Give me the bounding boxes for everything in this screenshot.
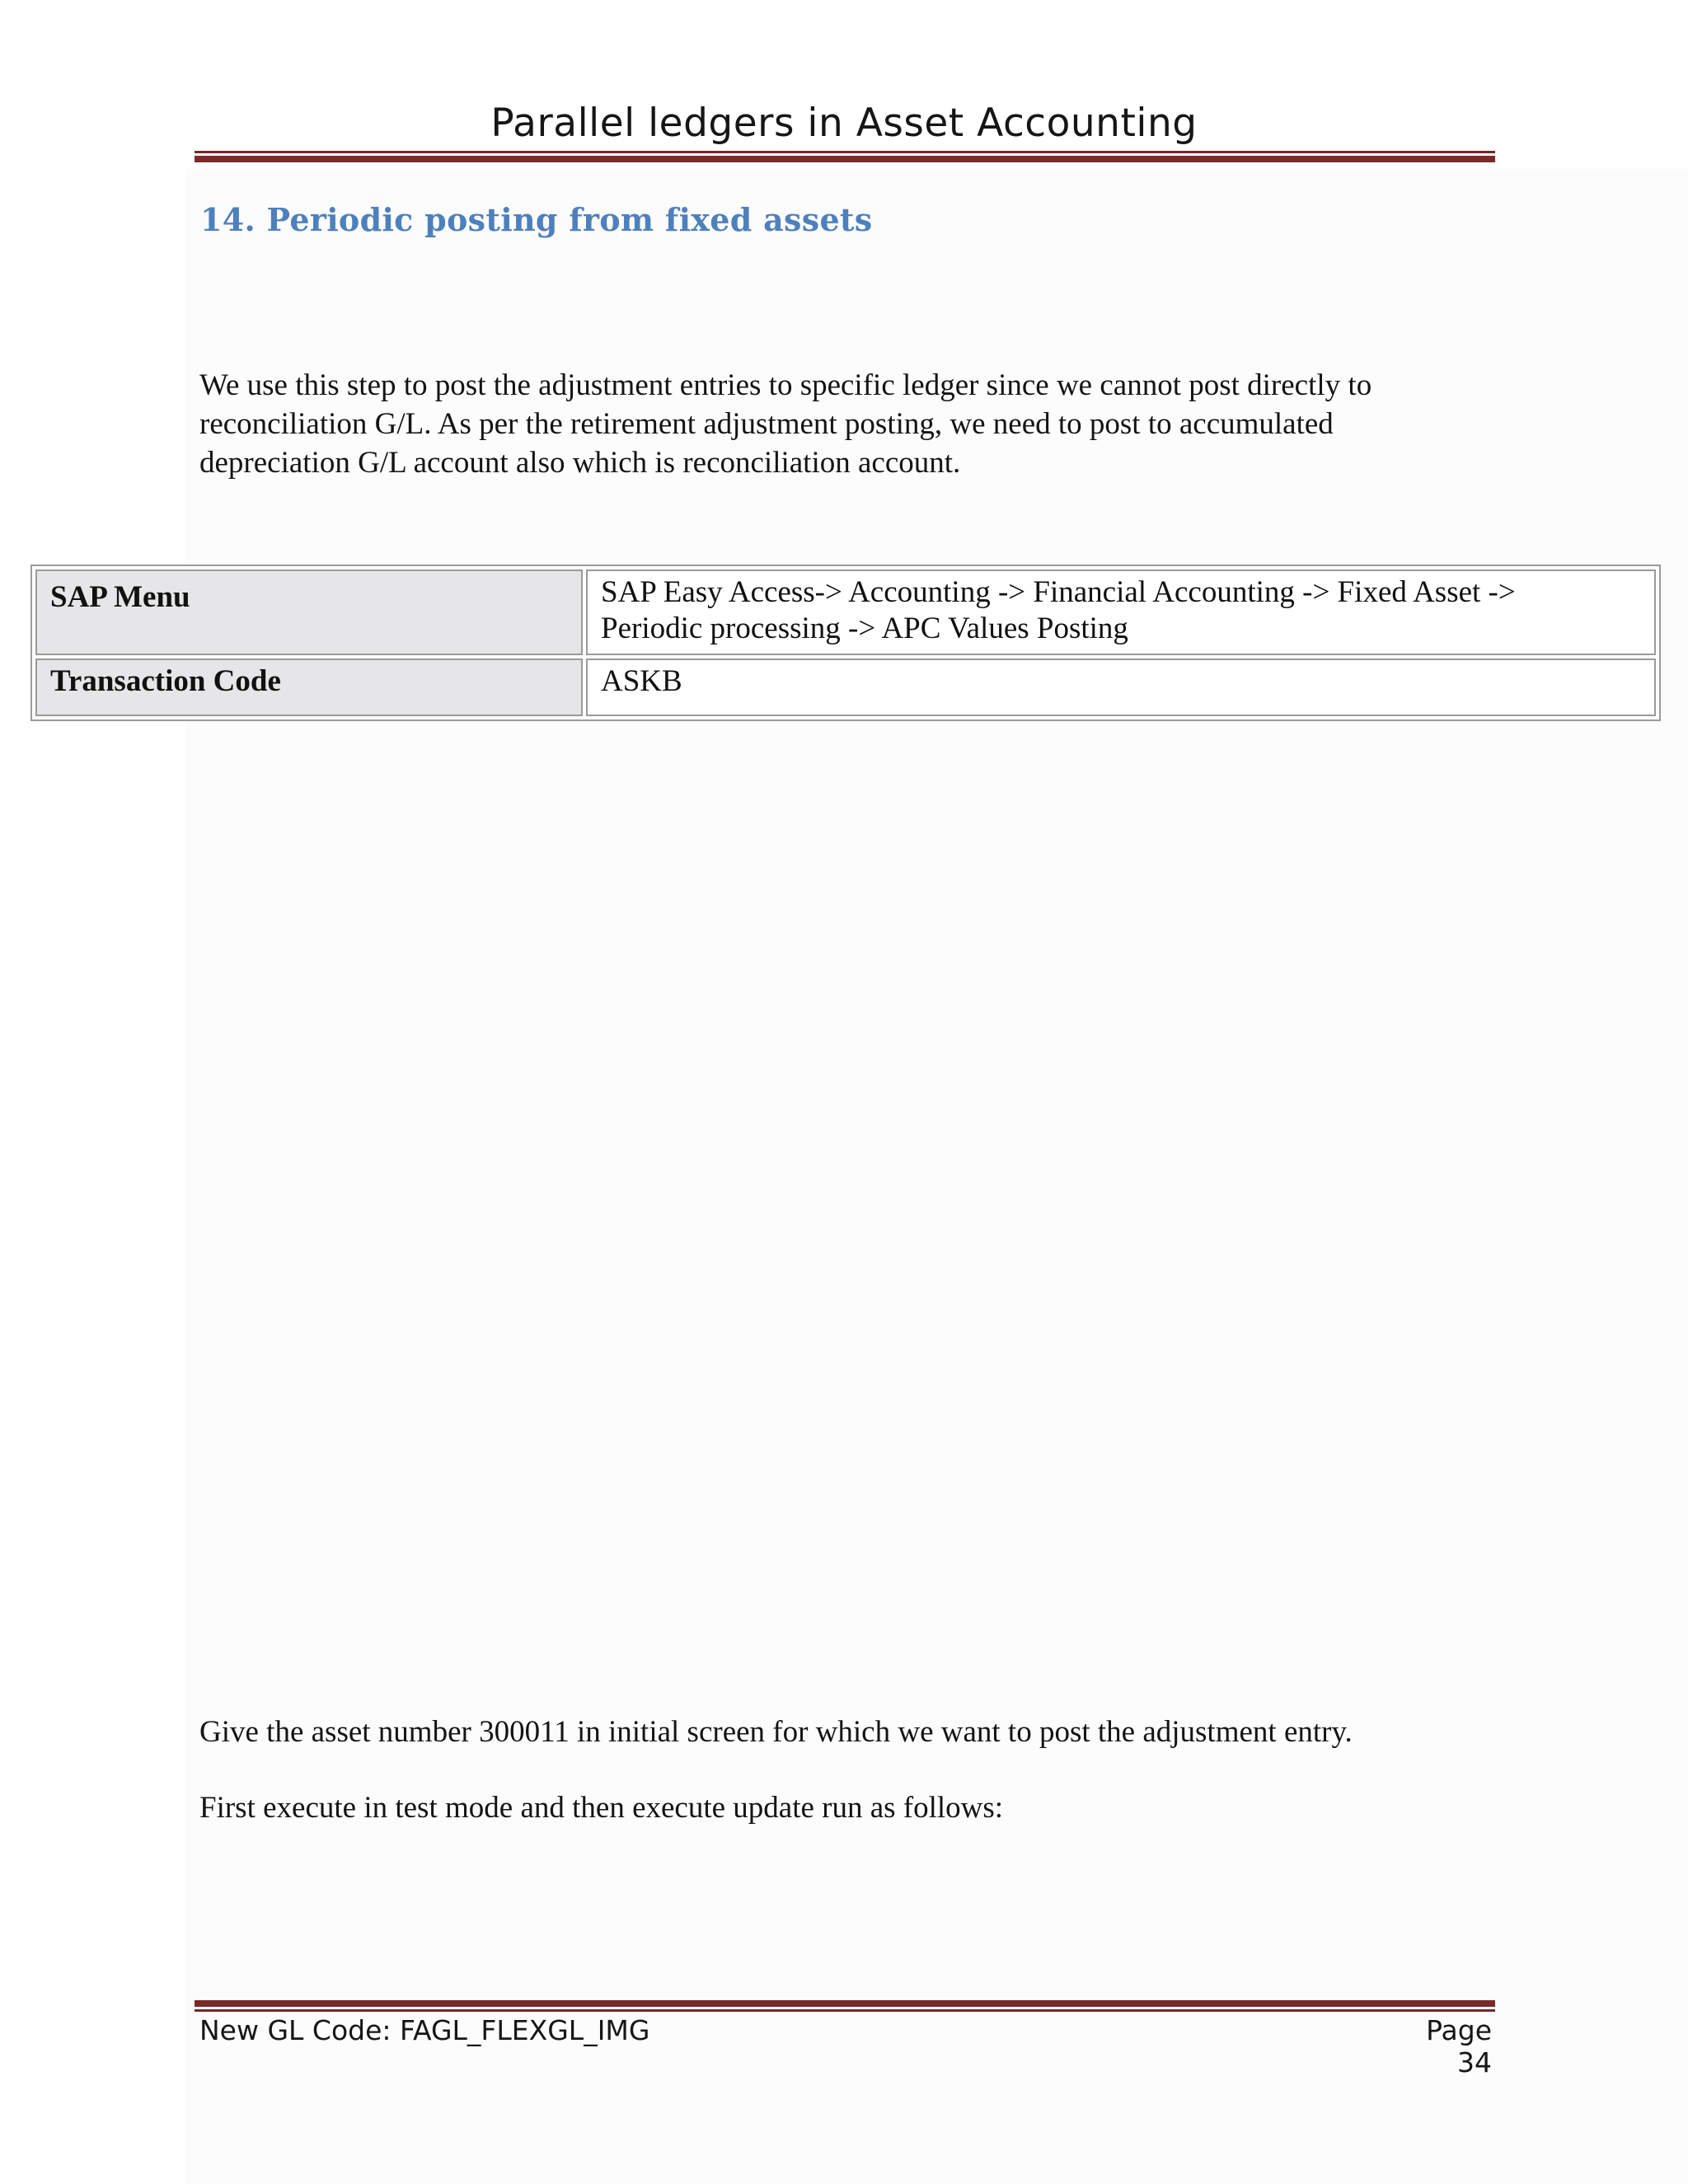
table-row (35, 658, 1656, 716)
menu-path-line: Periodic processing -> APC Values Posting (601, 612, 1128, 645)
transaction-code-value: ASKB (586, 658, 1656, 716)
intro-paragraph (199, 366, 1493, 482)
transaction-code-label: Transaction Code (35, 658, 583, 716)
sap-menu-path (586, 569, 1656, 655)
header-rule-thin (195, 151, 1495, 153)
execute-instruction: First execute in test mode and then execute update run as follows: (199, 1791, 1004, 1825)
page-header-title: Parallel ledgers in Asset Accounting (490, 101, 1198, 146)
intro-line: reconciliation G/L. As per the retirement adjustment posting, we need to post to accumulated (199, 407, 1334, 441)
footer-rule-thin (195, 2009, 1495, 2012)
asset-number-instruction: Give the asset number 300011 in initial screen for which we want to post the adjustment entry. (199, 1715, 1353, 1749)
sap-menu-table (30, 565, 1661, 721)
footer-rule-thick (195, 2000, 1495, 2007)
footer-gl-code: New GL Code: FAGL_FLEXGL_IMG (199, 2014, 650, 2046)
footer-page-number: Page 34 (1426, 2014, 1492, 2079)
intro-line: We use this step to post the adjustment entries to specific ledger since we cannot post directly to (199, 368, 1372, 402)
intro-line: depreciation G/L account also which is reconciliation account. (199, 446, 961, 480)
table-row (35, 569, 1656, 655)
header-rule-thick (195, 156, 1495, 162)
section-heading: 14. Periodic posting from fixed assets (200, 201, 873, 238)
sap-menu-label: SAP Menu (35, 569, 583, 655)
menu-path-line: SAP Easy Access-> Accounting -> Financial Accounting -> Fixed Asset -> (601, 575, 1516, 609)
